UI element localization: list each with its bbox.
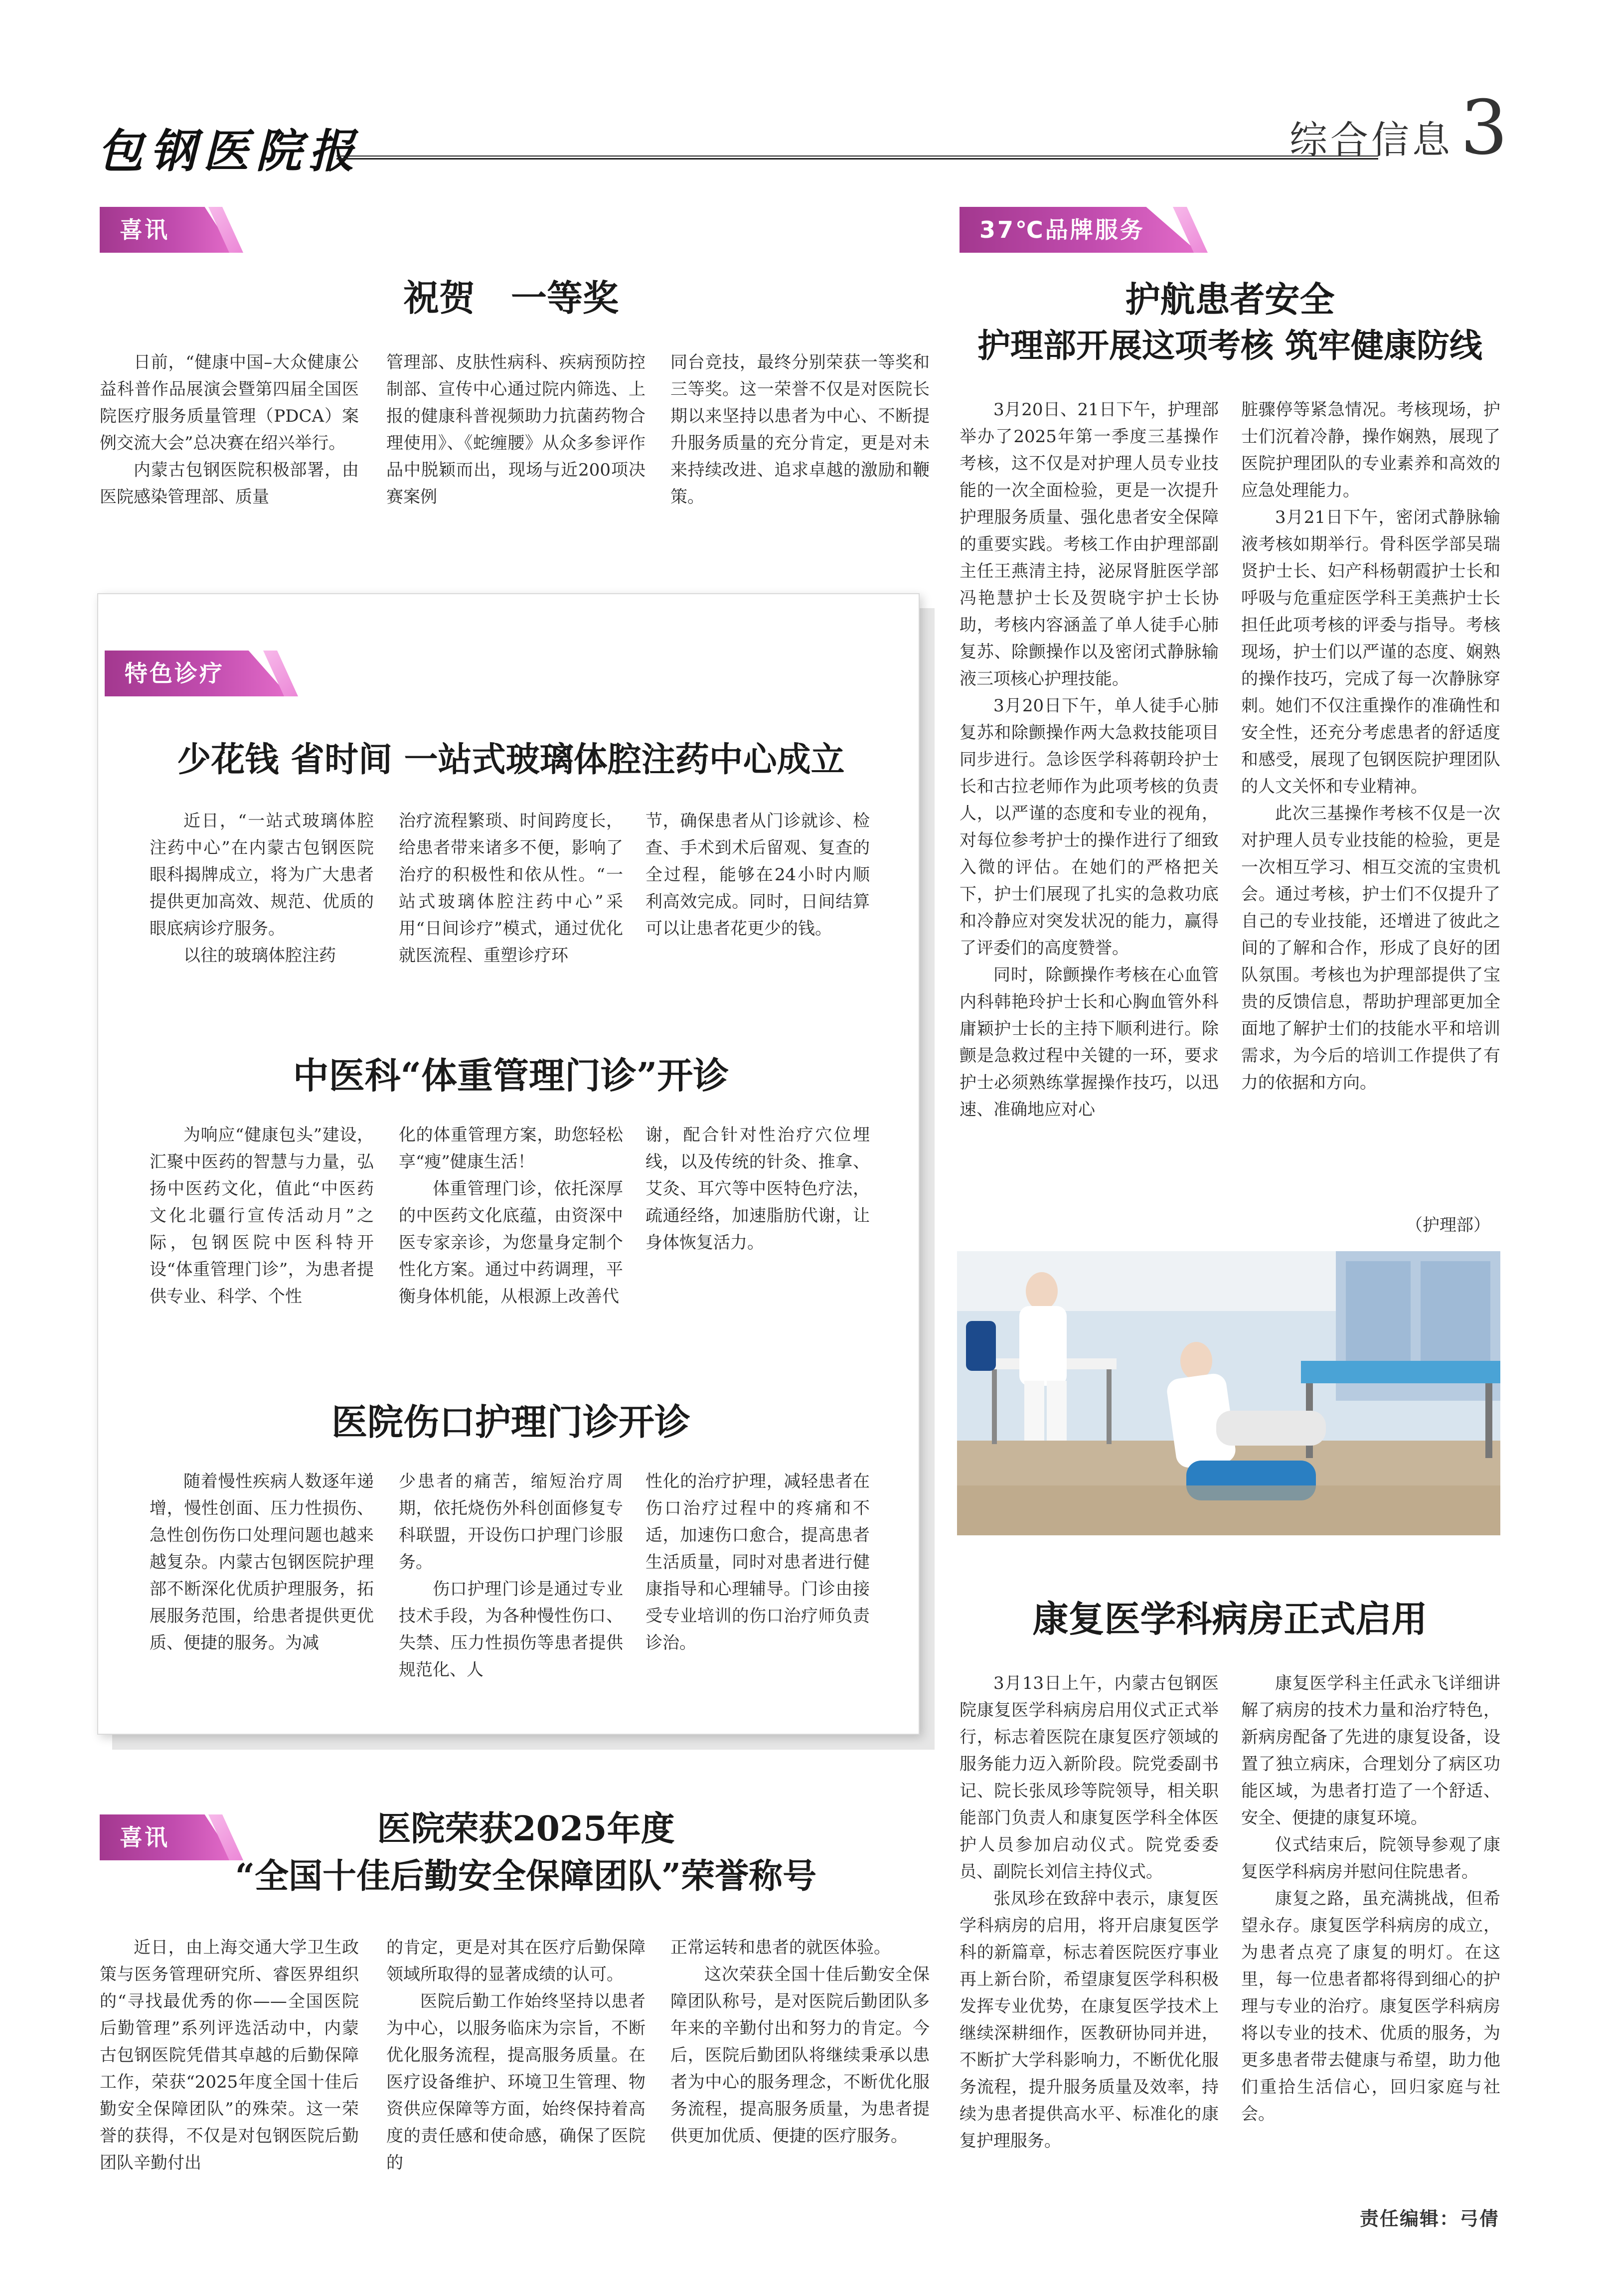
paragraph: 脏骤停等紧急情况。考核现场，护士们沉着冷静，操作娴熟，展现了医院护理团队的专业素养和高效的应急处理能力。: [1241, 400, 1500, 500]
paragraph: 日前，“健康中国–大众健康公益科普作品展演会暨第四届全国医院医疗服务质量管理（PDCA）案例交流大会”总决赛在绍兴举行。: [100, 352, 359, 453]
rehab-col-1: [960, 1670, 1219, 2154]
paragraph: 的肯定，更是对其在医疗后勤保障领域所取得的显著成绩的认可。: [386, 1938, 645, 1984]
nursing-source: （护理部）: [1406, 1215, 1490, 1235]
paragraph: 管理部、皮肤性病科、疾病预防控制部、宣传中心通过院内筛选、上报的健康科普视频助力抗菌药物合理使用》、《蛇缠腰》从众多参评作品中脱颖而出，现场与近200项决赛案例: [386, 352, 645, 507]
logistics-col-3: [670, 1934, 930, 2149]
masthead: [97, 85, 1528, 178]
award-title: 祝贺 一等奖: [403, 277, 619, 319]
paragraph: 少患者的痛苦，缩短治疗周期，依托烧伤外科创面修复专科联盟，开设伤口护理门诊服务。: [399, 1472, 623, 1572]
paragraph: 近日，“一站式玻璃体腔注药中心”在内蒙古包钢医院眼科揭牌成立，将为广大患者提供更加高效、规范、优质的眼底病诊疗服务。: [150, 811, 374, 939]
responsible-editor: 责任编辑：弓倩: [1359, 2208, 1499, 2230]
tag-label: 喜讯: [120, 1824, 169, 1851]
paragraph: 张凤珍在致辞中表示，康复医学科病房的启用，将开启康复医学科的新篇章，标志着医院医疗事业再上新台阶，希望康复医学科积极发挥专业优势，在康复医学技术上继续深耕细作，医教研协同并进，不断扩大学科影响力，不断优化服务流程，提升服务质量及效率，持续为患者提供高水平、标准化的康复护理服务。: [960, 1889, 1219, 2151]
paragraph: 治疗流程繁琐、时间跨度长，给患者带来诸多不便，影响了治疗的积极性和依从性。“一站式玻璃体腔注药中心”采用“日间诊疗”模式，通过优化就医流程、重塑诊疗环: [399, 811, 623, 966]
paragraph: 此次三基操作考核不仅是一次对护理人员专业技能的检验，更是一次相互学习、相互交流的宝贵机会。通过考核，护士们不仅提升了自己的专业技能，还增进了彼此之间的了解和合作，形成了良好的团队氛围。考核也为护理部提供了宝贵的反馈信息，帮助护理部更加全面地了解护士们的技能水平和培训需求，为今后的培训工作提供了有力的依据和方向。: [1241, 804, 1500, 1093]
glass-col-2: [399, 808, 623, 969]
glass-col-1: [150, 808, 374, 969]
tag-label: 37℃品牌服务: [979, 216, 1145, 243]
paragraph: 化的体重管理方案，助您轻松享“瘦”健康生活！: [399, 1125, 623, 1172]
wound-col-2: [399, 1468, 623, 1683]
tcm-col-2: [399, 1122, 623, 1310]
logistics-col-1: [100, 1934, 359, 2176]
paragraph: 3月20日、21日下午，护理部举办了2025年第一季度三基操作考核，这不仅是对护理人员专业技能的一次全面检验，更是一次提升护理服务质量、强化患者安全保障的重要实践。考核工作由护理部副主任王燕清主持，泌尿肾脏医学部冯艳慧护士长及贺晓宇护士长协助，考核内容涵盖了单人徒手心肺复苏、除颤操作以及密闭式静脉输液三项核心护理技能。: [960, 400, 1219, 689]
paragraph: 仪式结束后，院领导参观了康复医学科病房并慰问住院患者。: [1241, 1835, 1500, 1882]
paragraph: 3月20日下午，单人徒手心肺复苏和除颤操作两大急救技能项目同步进行。急诊医学科蒋朝玲护士长和古拉老师作为此项考核的负责人，以严谨的态度和专业的视角，对每位参考护士的操作进行了细致入微的评估。在她们的严格把关下，护士们展现了扎实的急救功底和冷静应对突发状况的能力，赢得了评委们的高度赞誉。: [960, 696, 1219, 958]
masthead-rule: [336, 156, 1378, 160]
nursing-title-line1: 护航患者安全: [1125, 279, 1335, 320]
section-name: 综合信息: [1289, 118, 1453, 162]
paragraph: 为响应“健康包头”建设，汇聚中医药的智慧与力量，弘扬中医药文化，值此“中医药文化北疆行宣传活动月”之际，包钢医院中医科特开设“体重管理门诊”，为患者提供专业、科学、个性: [150, 1125, 374, 1307]
wound-col-3: [645, 1468, 870, 1656]
paragraph: 同台竞技，最终分别荣获一等奖和三等奖。这一荣誉不仅是对医院长期以来坚持以患者为中心、不断提升服务质量的充分肯定，更是对未来持续改进、追求卓越的激励和鞭策。: [670, 352, 930, 507]
paragraph: 体重管理门诊，依托深厚的中医药文化底蕴，由资深中医专家亲诊，为您量身定制个性化方案。通过中药调理，平衡身体机能，从根源上改善代: [399, 1179, 623, 1307]
rehab-title: 康复医学科病房正式启用: [1032, 1598, 1428, 1640]
paragraph: 性化的治疗护理，减轻患者在伤口治疗过程中的疼痛和不适，加速伤口愈合，提高患者生活质量，同时对患者进行健康指导和心理辅导。门诊由接受专业培训的伤口治疗师负责诊治。: [645, 1472, 870, 1653]
tag-feature-clinic: [105, 651, 289, 696]
tag-label: 特色诊疗: [125, 660, 224, 687]
award-col-1: [100, 349, 359, 510]
nursing-col-1: [960, 396, 1219, 1123]
paragraph: 随着慢性疾病人数逐年递增，慢性创面、压力性损伤、急性创伤伤口处理问题也越来越复杂。内蒙古包钢医院护理部不断深化优质护理服务，拓展服务范围，给患者提供更优质、便捷的服务。为减: [150, 1472, 374, 1653]
paragraph: 3月13日上午，内蒙古包钢医院康复医学科病房启用仪式正式举行，标志着医院在康复医疗领域的服务能力迈入新阶段。院党委副书记、院长张凤珍等院领导，相关职能部门负责人和康复医学科全体医护人员参加启动仪式。院党委委员、副院长刘信主持仪式。: [960, 1673, 1219, 1882]
paragraph: 以往的玻璃体腔注药: [183, 946, 336, 966]
tcm-col-1: [150, 1122, 374, 1310]
logistics-title-line2: “全国十佳后勤安全保障团队”荣誉称号: [235, 1856, 817, 1896]
glass-title: 少花钱 省时间 一站式玻璃体腔注药中心成立: [177, 740, 845, 780]
tcm-col-3: [645, 1122, 870, 1256]
tcm-title: 中医科“体重管理门诊”开诊: [293, 1054, 729, 1097]
award-col-2: [386, 349, 645, 510]
wound-title: 医院伤口护理门诊开诊: [331, 1401, 690, 1443]
tag-news-top: [100, 207, 234, 253]
paragraph: 康复之路，虽充满挑战，但希望永存。康复医学科病房的成立，为患者点亮了康复的明灯。在这里，每一位患者都将得到细心的护理与专业的治疗。康复医学科病房将以专业的技术、优质的服务，为更多患者带去健康与希望，助力他们重拾生活信心，回归家庭与社会。: [1241, 1889, 1500, 2124]
award-col-3: [670, 349, 930, 510]
paragraph: 正常运转和患者的就医体验。: [670, 1938, 891, 1958]
paragraph: 谢，配合针对性治疗穴位埋线，以及传统的针灸、推拿、艾灸、耳穴等中医特色疗法，疏通经络，加速脂肪代谢，让身体恢复活力。: [645, 1125, 870, 1253]
page-number: 3: [1460, 85, 1508, 171]
rehab-col-2: [1241, 1670, 1500, 2128]
tag-brand-service: [960, 207, 1199, 253]
paragraph: 康复医学科主任武永飞详细讲解了病房的技术力量和治疗特色，新病房配备了先进的康复设备，设置了独立病床，合理划分了病区功能区域，为患者打造了一个舒适、安全、便捷的康复环境。: [1241, 1673, 1500, 1828]
tag-label: 喜讯: [120, 216, 169, 243]
nursing-col-2: [1241, 396, 1500, 1096]
nursing-title-line2: 护理部开展这项考核 筑牢健康防线: [977, 326, 1482, 365]
paragraph: 近日，由上海交通大学卫生政策与医务管理研究所、睿医界组织的“寻找最优秀的你——全国医院后勤管理”系列评选活动中，内蒙古包钢医院凭借其卓越的后勤保障工作，荣获“2025年度全国十佳后勤安全保障团队”的殊荣。这一荣誉的获得，不仅是对包钢医院后勤团队辛勤付出: [100, 1938, 359, 2173]
paragraph: 节，确保患者从门诊就诊、检查、手术到术后留观、复查的全过程，能够在24小时内顺利高效完成。同时，日间结算可以让患者花更少的钱。: [645, 811, 870, 939]
glass-col-3: [645, 808, 870, 942]
nursing-exam-illustration: [957, 1251, 1500, 1535]
paragraph: 同时，除颤操作考核在心血管内科韩艳玲护士长和心胸血管外科庸颖护士长的主持下顺利进行。除颤是急救过程中关键的一环，要求护士必须熟练掌握操作技巧，以迅速、准确地应对心: [960, 965, 1219, 1120]
logistics-title-line1: 医院荣获2025年度: [377, 1809, 675, 1849]
paragraph: 伤口护理门诊是通过专业技术手段，为各种慢性伤口、失禁、压力性损伤等患者提供规范化、人: [399, 1579, 623, 1680]
paper-name: 包钢医院报: [97, 124, 362, 178]
paragraph: 医院后勤工作始终坚持以患者为中心，以服务临床为宗旨，不断优化服务流程，提高服务质量。在医疗设备维护、环境卫生管理、物资供应保障等方面，始终保持着高度的责任感和使命感，确保了医院的: [386, 1991, 645, 2173]
logistics-col-2: [386, 1934, 645, 2176]
wound-col-1: [150, 1468, 374, 1656]
paragraph: 内蒙古包钢医院积极部署，由医院感染管理部、质量: [100, 460, 359, 507]
nursing-exam-photo: [957, 1251, 1500, 1535]
paragraph: 这次荣获全国十佳后勤安全保障团队称号，是对医院后勤团队多年来的辛勤付出和努力的肯定。今后，医院后勤团队将继续秉承以患者为中心的服务理念，不断优化服务流程，提高服务质量，为患者提供更加优质、便捷的医疗服务。: [670, 1965, 930, 2146]
paragraph: 3月21日下午，密闭式静脉输液考核如期举行。骨科医学部吴瑞贤护士长、妇产科杨朝霞护士长和呼吸与危重症医学科王美燕护士长担任此项考核的评委与指导。考核现场，护士们以严谨的态度、娴熟的操作技巧，完成了每一次静脉穿刺。她们不仅注重操作的准确性和安全性，还充分考虑患者的舒适度和感受，展现了包钢医院护理团队的人文关怀和专业精神。: [1241, 507, 1500, 797]
